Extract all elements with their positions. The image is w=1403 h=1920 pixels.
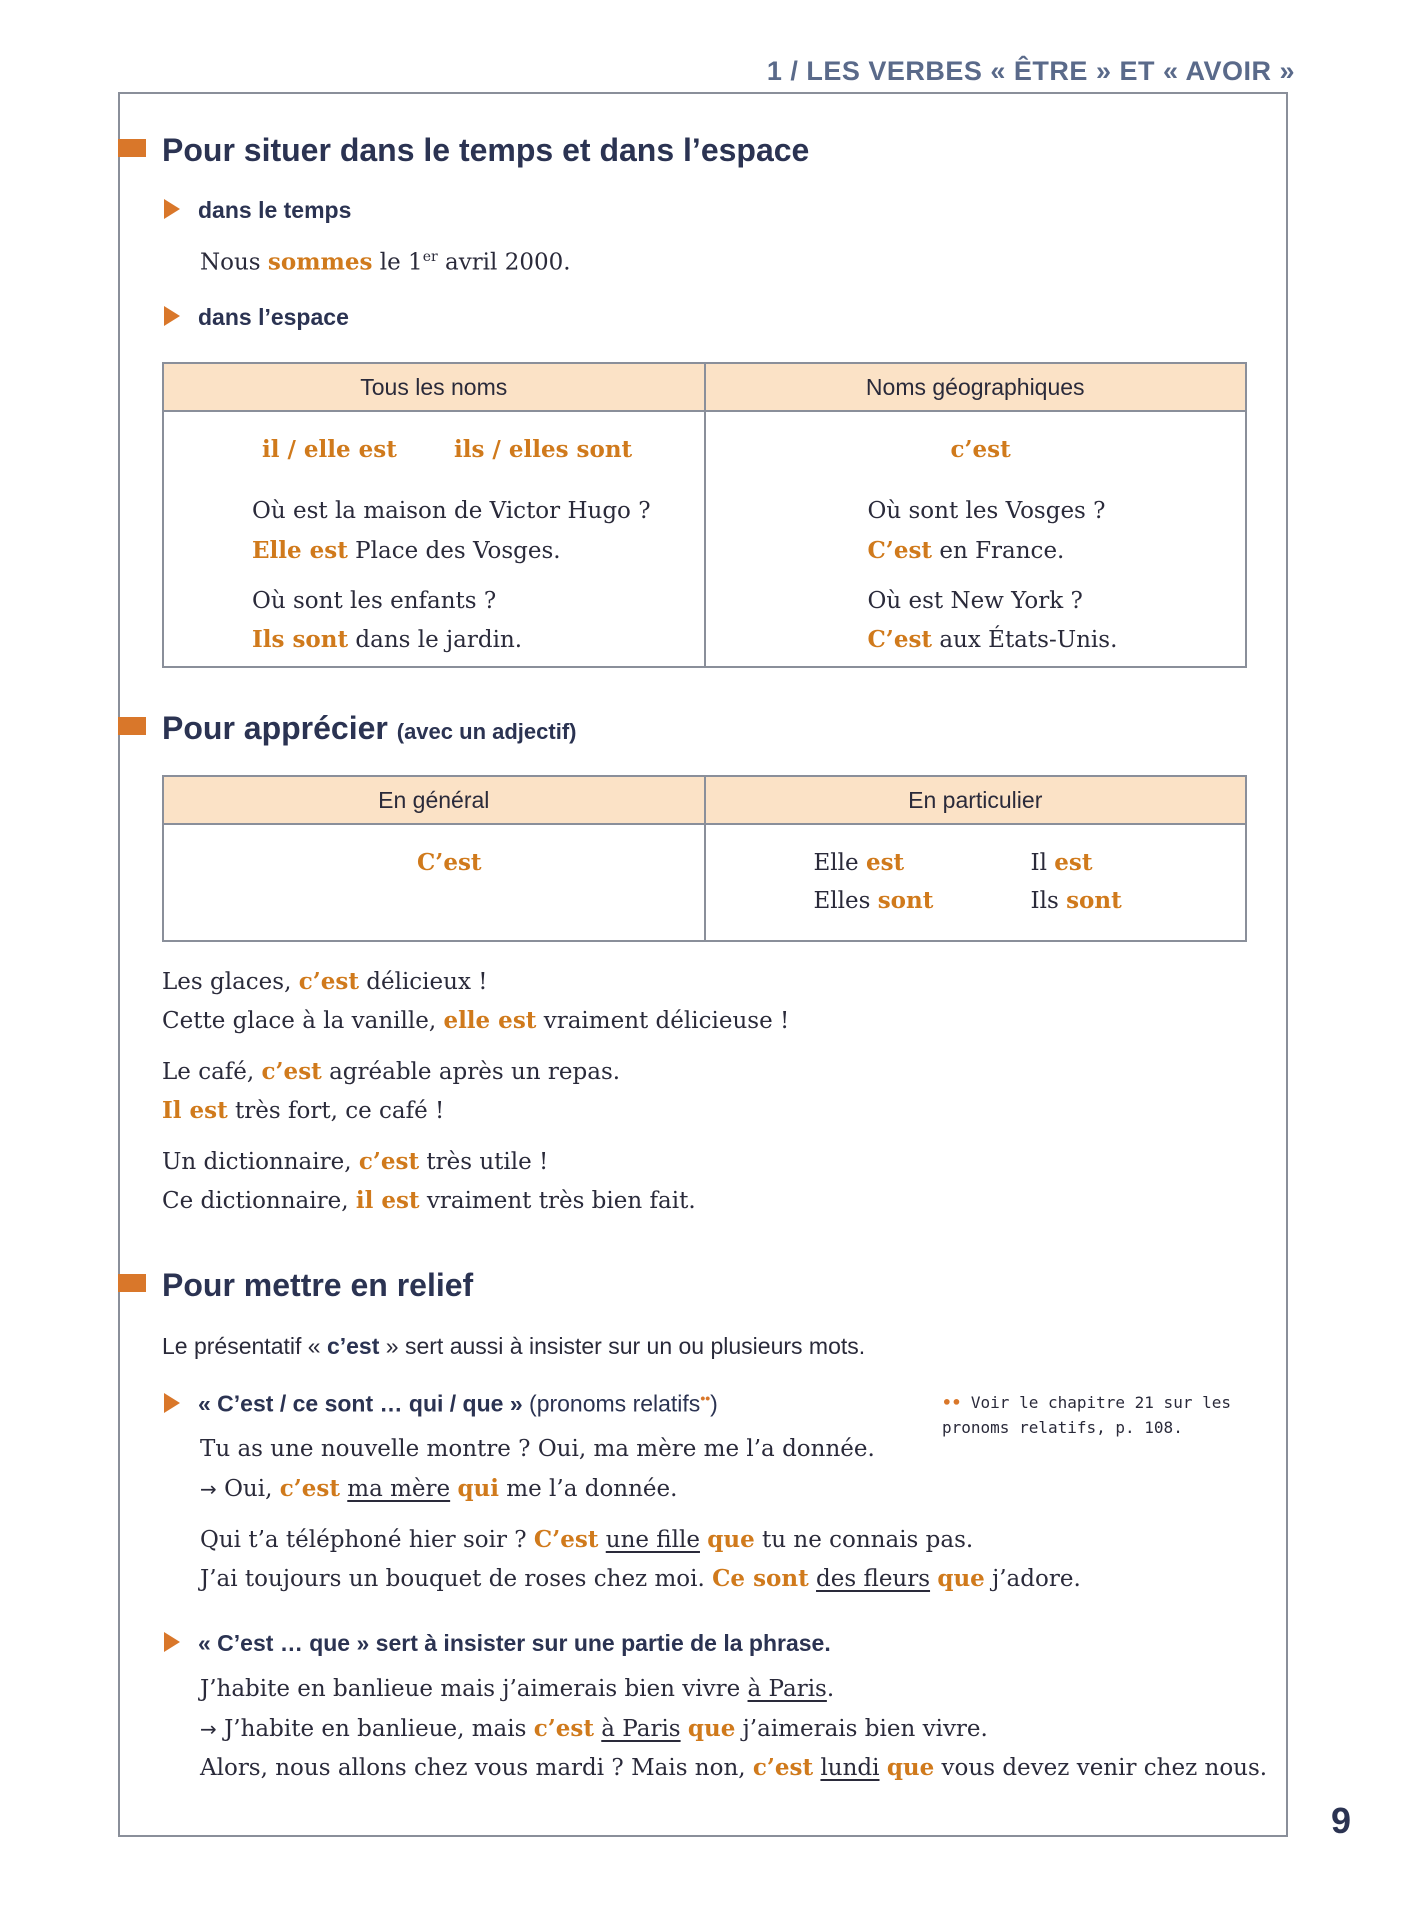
table-header-en-general: En général <box>163 776 705 824</box>
table-header-noms-geographiques: Noms géographiques <box>705 363 1247 411</box>
example-line: Alors, nous allons chez vous mardi ? Mais non, c’est lundi que vous devez venir chez nous. <box>200 1754 1268 1781</box>
example-question: Où est la maison de Victor Hugo ? <box>252 498 651 524</box>
subsection-cest-qui-que: « C’est / ce sont … qui / que » (pronoms relatifs••) <box>164 1390 718 1418</box>
section-title-situer: Pour situer dans le temps et dans l’espace <box>118 132 809 169</box>
triangle-bullet-icon <box>164 199 180 219</box>
table-cell-en-particulier <box>705 824 1247 941</box>
pronoun-cest: c’est <box>950 436 1011 463</box>
table-espace <box>162 362 1247 668</box>
example-line: Il est très fort, ce café ! <box>162 1097 445 1124</box>
arrow-right-icon: → <box>200 1477 217 1501</box>
section-square-icon <box>118 717 146 735</box>
triangle-bullet-icon <box>164 306 180 326</box>
subsection-temps: dans le temps <box>164 197 351 224</box>
example-answer: C’est en France. <box>867 537 1065 564</box>
example-line: Qui t’a téléphoné hier soir ? C’est une fille que tu ne connais pas. <box>200 1526 974 1553</box>
example-answer: C’est aux États-Unis. <box>867 626 1118 653</box>
example-line: → J’habite en banlieue, mais c’est à Paris que j’aimerais bien vivre. <box>200 1715 988 1742</box>
table-cell-en-general <box>163 824 705 941</box>
triangle-bullet-icon <box>164 1632 180 1652</box>
subsection-espace: dans l’espace <box>164 304 349 331</box>
example-question: Où est New York ? <box>867 588 1083 614</box>
cest-general: C’est <box>417 849 482 876</box>
example-answer: Elle est Place des Vosges. <box>252 537 561 564</box>
example-question: Où sont les Vosges ? <box>867 498 1106 524</box>
example-line: Tu as une nouvelle montre ? Oui, ma mère me l’a donnée. <box>200 1436 875 1462</box>
pronoun-plural: ils / elles sont <box>454 436 633 463</box>
table-apprecier <box>162 775 1247 942</box>
pronoun-elles-sont: Elles sont <box>813 887 934 914</box>
example-line: J’habite en banlieue mais j’aimerais bien vivre à Paris. <box>200 1676 835 1702</box>
subsection-cest-que: « C’est … que » sert à insister sur une partie de la phrase. <box>164 1630 831 1657</box>
table-cell-tous-les-noms <box>163 411 705 667</box>
intro-text: Le présentatif « c’est » sert aussi à insister sur un ou plusieurs mots. <box>162 1333 866 1359</box>
example-line: Cette glace à la vanille, elle est vraiment délicieuse ! <box>162 1007 790 1034</box>
example-line: Les glaces, c’est délicieux ! <box>162 968 488 995</box>
table-header-en-particulier: En particulier <box>705 776 1247 824</box>
pronoun-ils-sont: Ils sont <box>1030 887 1122 914</box>
triangle-bullet-icon <box>164 1393 180 1413</box>
section-title-apprecier: Pour apprécier (avec un adjectif) <box>118 710 576 747</box>
pronoun-singular: il / elle est <box>262 436 397 463</box>
section-square-icon <box>118 139 146 157</box>
table-cell-noms-geographiques <box>705 411 1247 667</box>
pronoun-elle-est: Elle est <box>813 849 905 876</box>
example-line: → Oui, c’est ma mère qui me l’a donnée. <box>200 1475 678 1502</box>
table-header-tous-les-noms: Tous les noms <box>163 363 705 411</box>
example-line: J’ai toujours un bouquet de roses chez moi. Ce sont des fleurs que j’adore. <box>200 1565 1081 1592</box>
pronoun-il-est: Il est <box>1030 849 1093 876</box>
example-line: Le café, c’est agréable après un repas. <box>162 1058 621 1085</box>
section-square-icon <box>118 1274 146 1292</box>
example-question: Où sont les enfants ? <box>252 588 497 614</box>
page-number: 9 <box>1330 1800 1351 1841</box>
example-line: Ce dictionnaire, il est vraiment très bien fait. <box>162 1187 696 1214</box>
example-temps: Nous sommes le 1er avril 2000. <box>200 248 571 276</box>
section-title-relief: Pour mettre en relief <box>118 1267 473 1304</box>
chapter-header: 1 / LES VERBES « ÊTRE » ET « AVOIR » <box>766 56 1295 86</box>
side-note: •• Voir le chapitre 21 sur les pronoms relatifs, p. 108. <box>942 1393 1231 1437</box>
arrow-right-icon: → <box>200 1717 217 1741</box>
example-answer: Ils sont dans le jardin. <box>252 626 523 653</box>
example-line: Un dictionnaire, c’est très utile ! <box>162 1148 549 1175</box>
